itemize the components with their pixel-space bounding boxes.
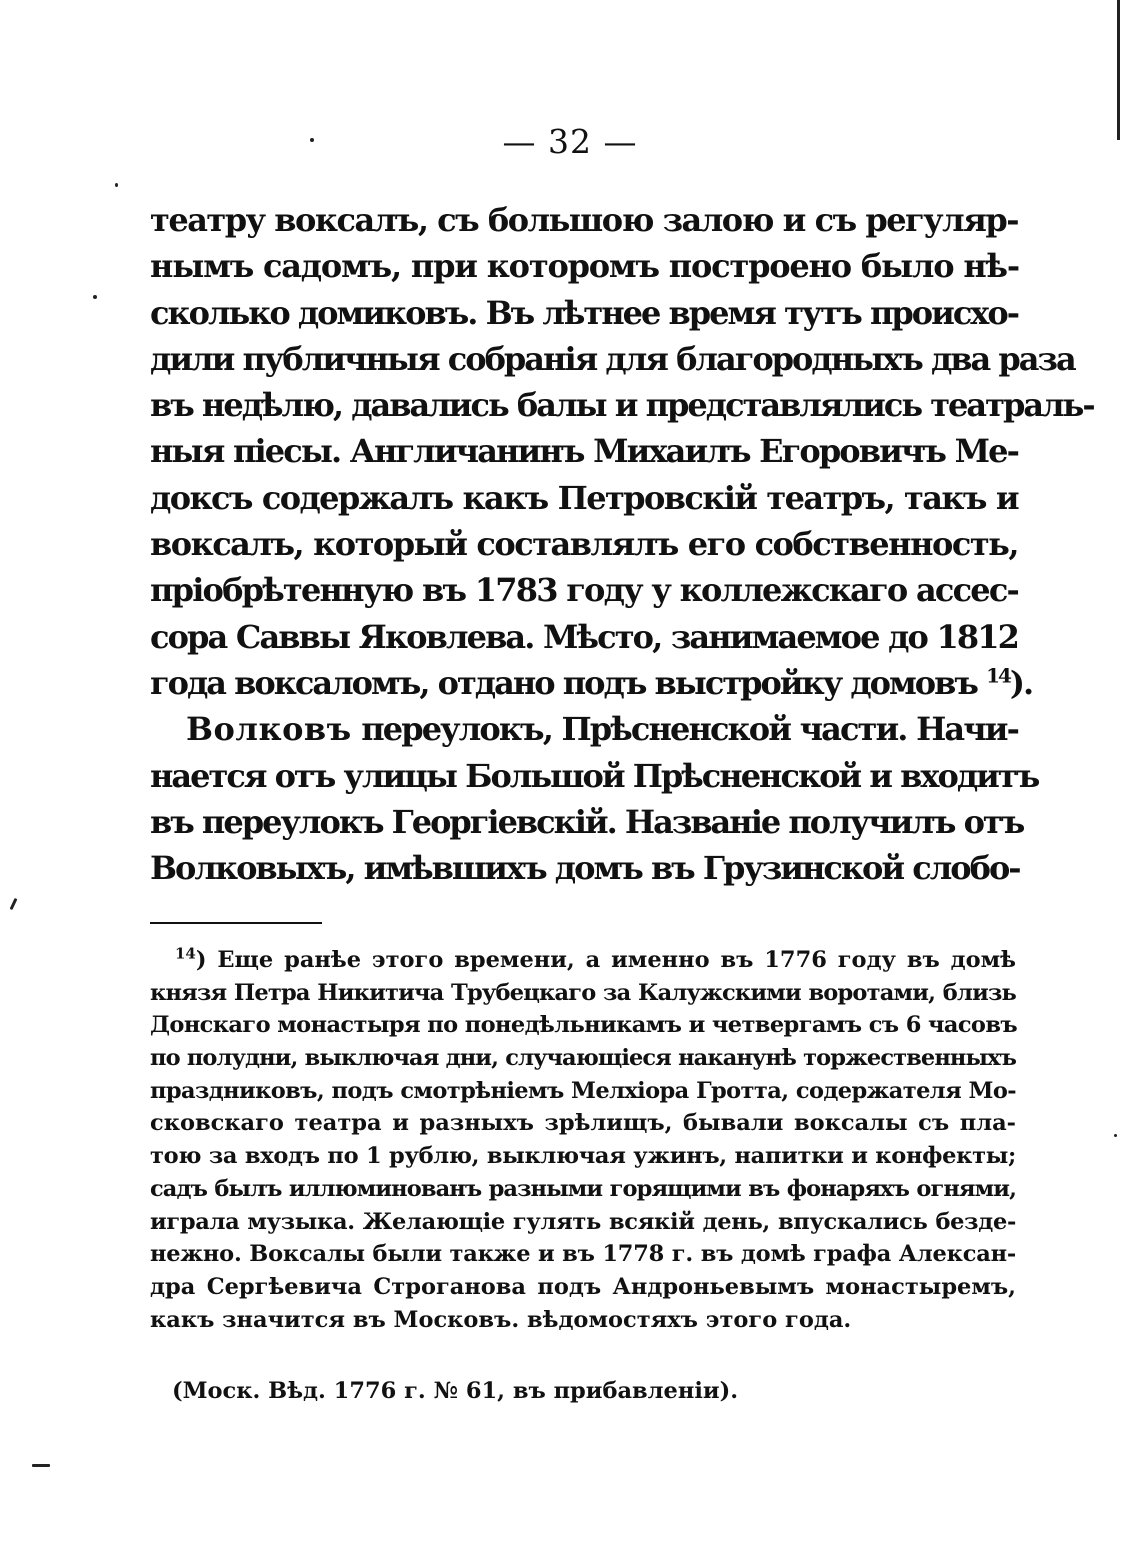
footnote-source: (Моск. Вѣд. 1776 г. № 61, въ прибавленіи). xyxy=(172,1378,739,1404)
text-line: Волковыхъ, имѣвшихъ домъ въ Грузинской слобо- xyxy=(150,849,1020,888)
footnote-line: играла музыка. Желающіе гулять всякій день, впускались безде- xyxy=(150,1208,1016,1235)
scan-speck xyxy=(93,295,97,299)
footnote-mark: 14 xyxy=(175,944,196,963)
text-line: нается отъ улицы Большой Прѣсненской и входитъ xyxy=(150,756,1039,795)
footnote-line: тою за входъ по 1 рублю, выключая ужинъ, напитки и конфекты; xyxy=(150,1143,1016,1170)
scan-speck xyxy=(32,1464,50,1467)
text-line: ныя піесы. Англичанинъ Михаилъ Егоровичъ Ме- xyxy=(150,432,1018,471)
text-line: въ недѣлю, давались балы и представлялись театраль- xyxy=(150,386,1094,425)
page-edge-mark xyxy=(1117,0,1120,140)
footnote-reference: 14 xyxy=(986,663,1010,688)
entry-first-line-rest: переулокъ, Прѣсненской части. Начи- xyxy=(351,710,1018,749)
footnote-first-line xyxy=(150,944,1016,977)
scan-speck xyxy=(1114,1134,1117,1137)
entry-first-line xyxy=(150,706,1018,752)
text-line: въ переулокъ Георгіевскій. Названіе получилъ отъ xyxy=(150,802,1024,841)
footnote-line: садъ былъ иллюминованъ разными горящими въ фонаряхъ огнями, xyxy=(150,1175,1016,1202)
entry-headword: Волковъ xyxy=(186,710,352,749)
footnote-line: по полудни, выключая дни, случающіеся наканунѣ торжественныхъ xyxy=(150,1045,1016,1072)
text-line: нымъ садомъ, при которомъ построено было нѣ- xyxy=(150,247,1019,286)
footnote-line: праздниковъ, подъ смотрѣніемъ Мелхіора Гротта, содержателя Мо- xyxy=(150,1077,1016,1104)
scan-speck xyxy=(10,898,18,910)
text-line: доксъ содержалъ какъ Петровскій театръ, такъ и xyxy=(150,478,1018,517)
text-line: сколько домиковъ. Въ лѣтнее время тутъ происхо- xyxy=(150,293,1018,332)
text-line-body: года воксаломъ, отдано подъ выстройку домовъ xyxy=(150,663,977,702)
footnote-line: дра Сергѣевича Строганова подъ Андроньевымъ монастыремъ, xyxy=(150,1273,1016,1300)
footnote xyxy=(150,944,1016,1336)
footnote-line: Донскаго монастыря по понедѣльникамъ и четвергамъ съ 6 часовъ xyxy=(150,1012,1018,1039)
text-line-tail: ). xyxy=(1009,663,1033,702)
text-line: пріобрѣтенную въ 1783 году у коллежскаго ассес- xyxy=(150,571,1018,610)
footnote-divider xyxy=(150,922,322,924)
scan-speck xyxy=(115,183,118,187)
text-line xyxy=(150,660,1033,706)
footnote-line: какъ значится въ Московъ. вѣдомостяхъ этого года. xyxy=(150,1306,852,1333)
page-number: — 32 — xyxy=(502,122,638,161)
text-line: театру воксалъ, съ большою залою и съ регуляр- xyxy=(150,201,1018,239)
main-text xyxy=(150,197,1094,891)
text-line: сора Саввы Яковлева. Мѣсто, занимаемое до 1812 xyxy=(150,617,1018,656)
text-line: дили публичныя собранія для благородныхъ два раза xyxy=(150,339,1075,378)
footnote-line: князя Петра Никитича Трубецкаго за Калужскими воротами, близь xyxy=(150,979,1016,1006)
footnote-first-line-rest: ) Еще ранѣе этого времени, а именно въ 1776 году въ домѣ xyxy=(195,947,1016,973)
footnote-line: нежно. Воксалы были также и въ 1778 г. въ домѣ графа Алексан- xyxy=(150,1241,1016,1268)
footnote-line: сковскаго театра и разныхъ зрѣлищъ, бывали воксалы съ пла- xyxy=(150,1110,1016,1137)
text-line: воксалъ, который составлялъ его собственность, xyxy=(150,525,1018,564)
